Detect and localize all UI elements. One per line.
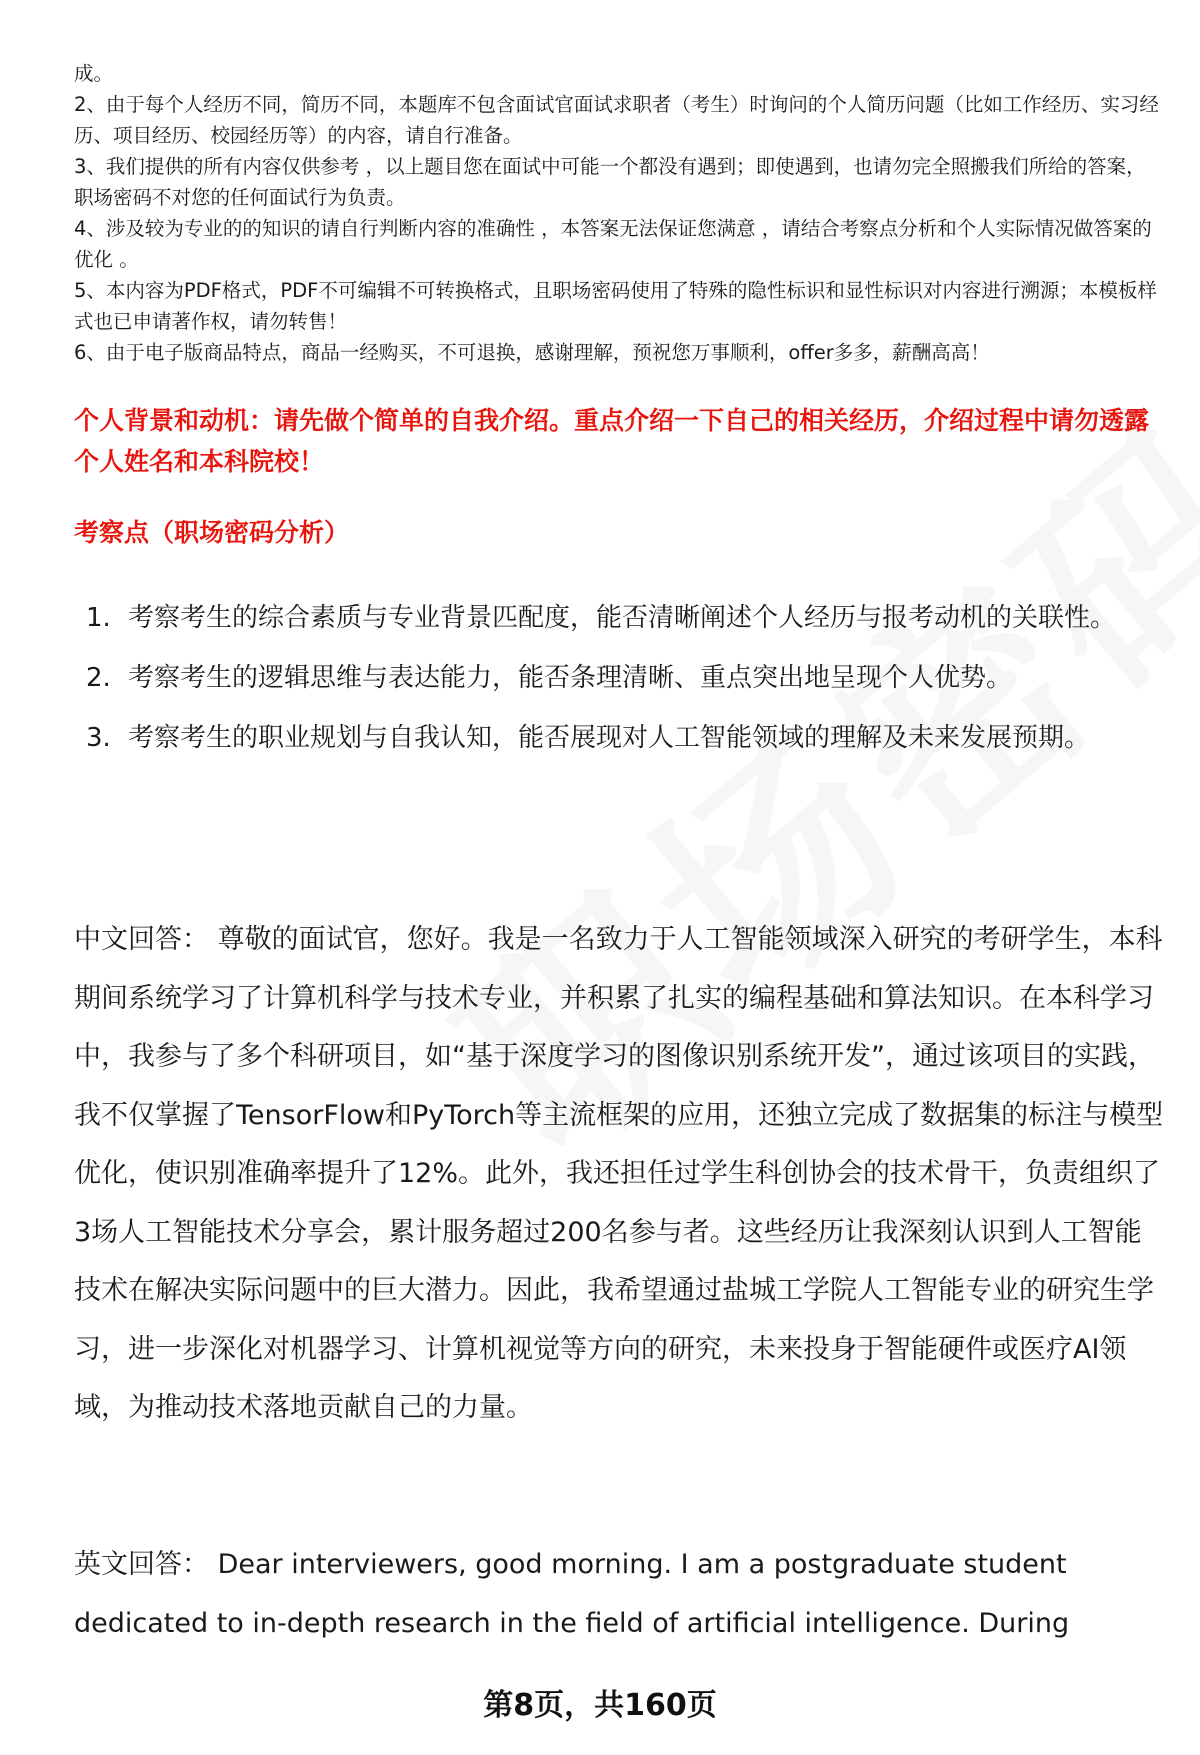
note-item: 4、涉及较为专业的的知识的请自行判断内容的准确性 ，本答案无法保证您满意 ，请结合考察点分析和个人实际情况做答案的优化 。 [74,217,1152,271]
point-text: 考察考生的综合素质与专业背景匹配度，能否清晰阐述个人经历与报考动机的关联性。 [128,603,1117,633]
point-item [74,648,1164,708]
chinese-answer-label: 中文回答： [74,924,209,955]
english-answer-label: 英文回答： [74,1549,209,1580]
note-item: 2、由于每个人经历不同，简历不同，本题库不包含面试官面试求职者（考生）时询问的个人简历问题（比如工作经历、实习经历、项目经历、校园经历等）的内容，请自行准备。 [74,93,1159,147]
note-item: 6、由于电子版商品特点，商品一经购买，不可退换，感谢理解，预祝您万事顺利，offer多多，薪酬高高！ [74,341,990,364]
note-item: 成。 [74,62,114,85]
point-item [74,708,1164,768]
point-number: 1. [86,603,111,633]
point-item [74,588,1164,648]
english-answer [74,1536,1164,1653]
chinese-answer-text: 尊敬的面试官，您好。我是一名致力于人工智能领域深入研究的考研学生，本科期间系统学习了计算机科学与技术专业，并积累了扎实的编程基础和算法知识。在本科学习中，我参与了多个科研项目，如“基于深度学习的图像识别系统开发”，通过该项目的实践，我不仅掌握了TensorFlow和PyTorch等主流框架的应用，还独立完成了数据集的标注与模型优化，使识别准确率提升了12%。此外，我还担任过学生科创协会的技术骨干，负责组织了3场人工智能技术分享会，累计服务超过200名参与者。这些经历让我深刻认识到人工智能技术在解决实际问题中的巨大潜力。因此，我希望通过盐城工学院人工智能专业的研究生学习，进一步深化对机器学习、计算机视觉等方向的研究，未来投身于智能硬件或医疗AI领域，为推动技术落地贡献自己的力量。 [74,924,1164,1423]
point-text: 考察考生的逻辑思维与表达能力，能否条理清晰、重点突出地呈现个人优势。 [128,663,1013,693]
point-number: 2. [86,663,111,693]
chinese-answer [74,911,1164,1438]
page-number: 第8页，共160页 [483,1688,717,1723]
point-text: 考察考生的职业规划与自我认知，能否展现对人工智能领域的理解及未来发展预期。 [128,723,1091,753]
point-number: 3. [86,723,111,753]
english-answer-text: Dear interviewers, good morning. I am a postgraduate student dedicated to in-depth research in the field of artificial intelligence. During [74,1549,1070,1639]
notes-list [74,58,1164,368]
points-list [74,588,1164,768]
question-heading: 个人背景和动机：请先做个简单的自我介绍。重点介绍一下自己的相关经历，介绍过程中请勿透露个人姓名和本科院校！ [74,406,1150,476]
note-item: 5、本内容为PDF格式，PDF不可编辑不可转换格式，且职场密码使用了特殊的隐性标识和显性标识对内容进行溯源；本模板样式也已申请著作权，请勿转售！ [74,279,1157,333]
note-item: 3、我们提供的所有内容仅供参考 ，以上题目您在面试中可能一个都没有遇到；即使遇到，也请勿完全照搬我们所给的答案，职场密码不对您的任何面试行为负责。 [74,155,1146,209]
points-heading: 考察点（职场密码分析） [74,518,350,547]
